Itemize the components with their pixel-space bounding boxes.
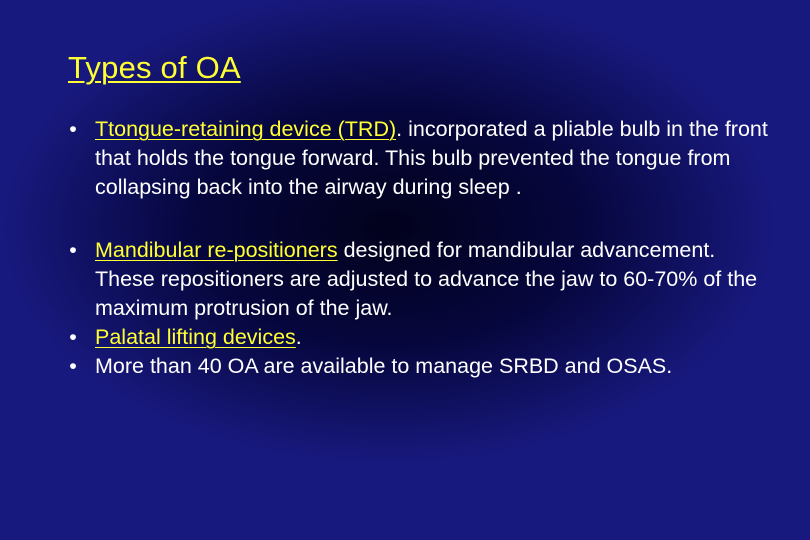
slide-title: Types of OA bbox=[68, 50, 241, 85]
bullet-text-available: More than 40 OA are available to manage SRBD and OSAS. bbox=[95, 354, 673, 378]
bullet-item-mandibular bbox=[66, 236, 771, 323]
bullet-text-mandibular: designed for mandibular advancement. These repositioners are adjusted to advance the jaw to 60-70% of the maximum protrusion of the jaw. bbox=[95, 238, 758, 320]
bullet-item-available bbox=[66, 352, 771, 381]
bullet-icon: • bbox=[69, 325, 77, 349]
bullet-icon: • bbox=[69, 354, 77, 378]
bullet-text-trd: . incorporated a pliable bulb in the front that holds the tongue forward. This bulb prevented the tongue from collapsing back into the airway during sleep . bbox=[95, 117, 768, 199]
bullet-icon: • bbox=[69, 117, 77, 141]
bullet-item-trd bbox=[66, 115, 771, 202]
bullet-term-mandibular[interactable]: Mandibular re-positioners bbox=[95, 238, 338, 262]
bullet-list bbox=[66, 115, 771, 381]
bullet-term-trd[interactable]: Ttongue-retaining device (TRD) bbox=[95, 117, 397, 141]
bullet-icon: • bbox=[69, 238, 77, 262]
bullet-term-palatal[interactable]: Palatal lifting devices bbox=[95, 325, 296, 349]
bullet-item-palatal bbox=[66, 323, 771, 352]
bullet-text-palatal: . bbox=[295, 325, 302, 349]
